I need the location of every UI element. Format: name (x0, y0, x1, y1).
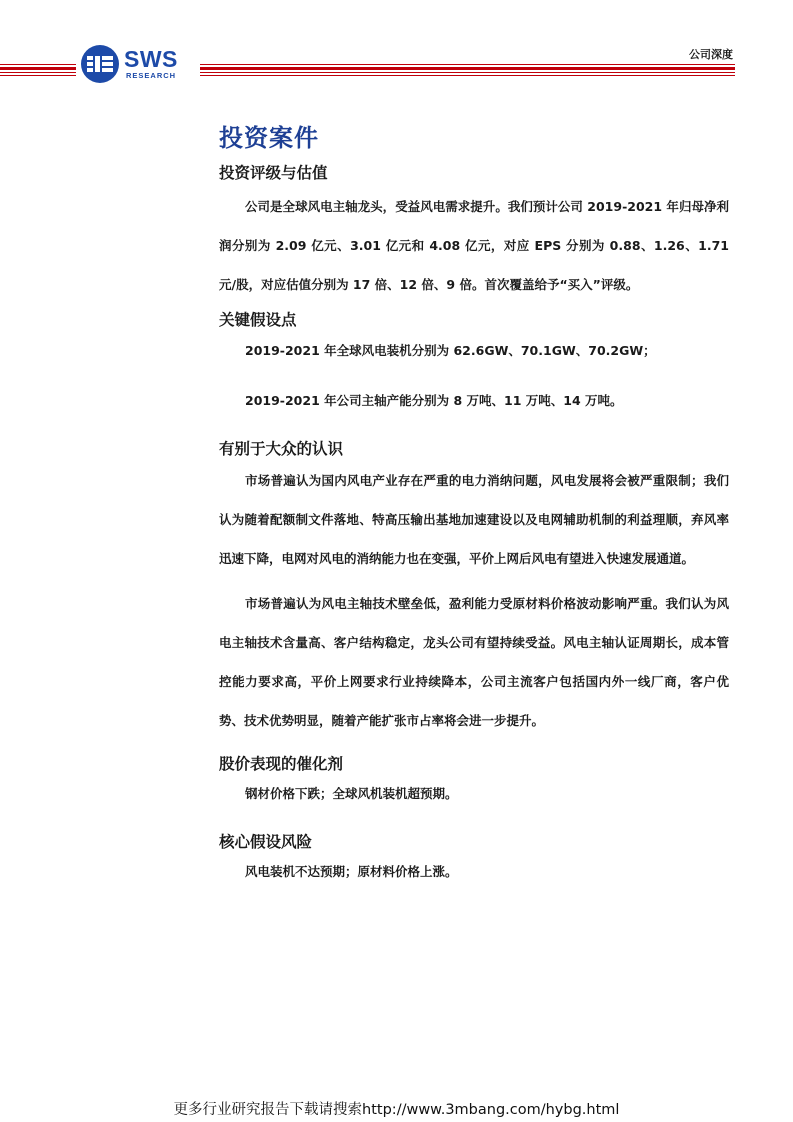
sws-logo (80, 44, 190, 84)
header-rule (200, 75, 735, 76)
paragraph: 市场普遍认为国内风电产业存在严重的电力消纳问题，风电发展将会被严重限制；我们认为随着配额制文件落地、特高压输出基地加速建设以及电网辅助机制的利益理顺，弃风率迅速下降，电网对风电的消纳能力也在变强，平价上网后风电有望进入快速发展通道。 (219, 473, 729, 566)
report-body (219, 118, 729, 882)
section-risks (219, 830, 729, 882)
section-heading: 投资评级与估值 (219, 164, 328, 182)
section-differentiated-view (219, 437, 729, 740)
header-rule (0, 72, 76, 73)
header-rule (0, 64, 76, 65)
header-rule (0, 67, 76, 70)
list-item: 2019-2021 年公司主轴产能分别为 8 万吨、11 万吨、14 万吨。 (245, 393, 623, 408)
header-rule (200, 64, 735, 65)
logo-subtext: RESEARCH (126, 71, 177, 80)
sws-logo-icon (80, 44, 120, 84)
section-valuation (219, 161, 729, 304)
list-item: 风电装机不达预期；原材料价格上涨。 (245, 864, 458, 879)
section-heading: 股价表现的催化剂 (219, 755, 344, 773)
section-catalysts (219, 752, 729, 804)
header-rule (200, 72, 735, 73)
list-item: 2019-2021 年全球风电装机分别为 62.6GW、70.1GW、70.2GW； (245, 343, 656, 358)
section-heading: 核心假设风险 (219, 833, 313, 851)
section-heading: 关键假设点 (219, 311, 297, 329)
footer-download-notice[interactable]: 更多行业研究报告下载请搜索http://www.3mbang.com/hybg.html (173, 1102, 620, 1118)
paragraph: 市场普遍认为风电主轴技术壁垒低，盈利能力受原材料价格波动影响严重。我们认为风电主轴技术含量高、客户结构稳定，龙头公司有望持续受益。风电主轴认证周期长，成本管控能力要求高，平价上网要求行业持续降本，公司主流客户包括国内外一线厂商，客户优势、技术优势明显，随着产能扩张市占率将会进一步提升。 (219, 596, 729, 728)
page-title: 投资案件 (219, 124, 319, 152)
logo-text: SWS (124, 46, 178, 72)
header-rule (0, 75, 76, 76)
section-key-assumptions (219, 308, 729, 411)
document-type: 公司深度 (689, 48, 733, 61)
section-heading: 有别于大众的认识 (219, 440, 344, 458)
header-rule (200, 67, 735, 70)
paragraph: 公司是全球风电主轴龙头，受益风电需求提升。我们预计公司 2019-2021 年归母净利润分别为 2.09 亿元、3.01 亿元和 4.08 亿元，对应 EPS 分别为 0.88、1.26、1.71 元/股，对应估值分别为 17 倍、12 倍、9 倍。首次覆盖给予“买入”评级。 (219, 199, 729, 292)
list-item: 钢材价格下跌；全球风机装机超预期。 (245, 786, 458, 801)
page-header (0, 0, 793, 100)
